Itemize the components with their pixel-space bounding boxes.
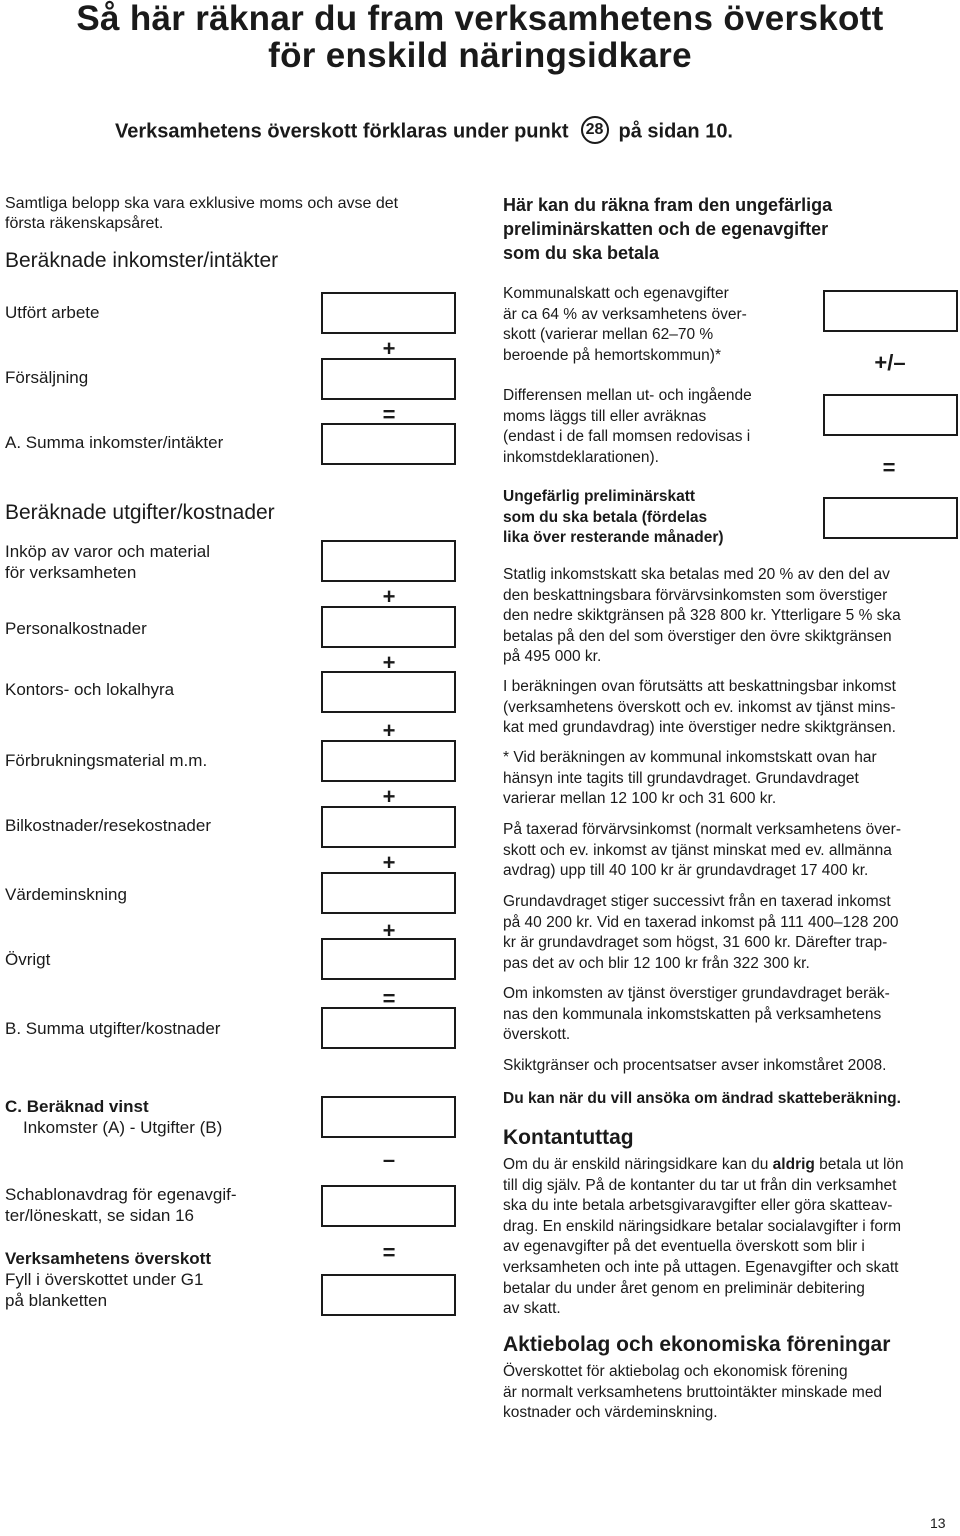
basic-deduction-paragraph: På taxerad förvärvsinkomst (normalt verksamhetens över- skott och ev. inkomst av tjänst minskat med ev. allmänna avdrag) upp till 40 100 kr är grundavdraget 17 400 kr. [503, 821, 901, 880]
field-supplies[interactable] [321, 740, 456, 782]
cost-item-supplies: Förbrukningsmaterial m.m. [5, 751, 208, 770]
field-car[interactable] [321, 806, 456, 848]
company-heading: Aktiebolag och ekonomiska föreningar [503, 1333, 891, 1356]
plus-sign: + [382, 650, 396, 675]
result-note: Fyll i överskottet under G1 på blanketten [5, 1270, 204, 1310]
employment-income-paragraph: Om inkomsten av tjänst överstiger grundavdraget beräk- nas den kommunala inkomstskatten på verksamhetens överskott. [503, 985, 890, 1044]
company-text: Överskottet för aktiebolag och ekonomisk förening är normalt verksamhetens bruttointäkter minskade med kostnader och värdeminskning. [503, 1363, 883, 1422]
plus-sign: + [382, 336, 396, 361]
field-staff[interactable] [321, 606, 456, 648]
deduction-label: Schablonavdrag för egenavgif- ter/löneskatt, se sidan 16 [5, 1185, 237, 1225]
field-sales[interactable] [321, 358, 456, 400]
income-item-sales: Försäljning [5, 368, 89, 387]
profit-label: C. Beräknad vinst [5, 1097, 149, 1116]
equals-sign: = [382, 1240, 396, 1265]
income-item-work: Utfört arbete [5, 303, 100, 322]
field-municipal-tax[interactable] [823, 290, 958, 332]
equals-sign: = [882, 455, 896, 480]
plus-sign: + [382, 784, 396, 809]
plus-sign: + [382, 718, 396, 743]
cost-item-car: Bilkostnader/resekostnader [5, 816, 212, 835]
field-prelim-tax[interactable] [823, 497, 958, 539]
field-depreciation[interactable] [321, 872, 456, 914]
profit-formula: Inkomster (A) - Utgifter (B) [23, 1118, 223, 1137]
equals-sign: = [382, 986, 396, 1011]
costs-heading: Beräknade utgifter/kostnader [5, 501, 275, 524]
footnote-paragraph: * Vid beräkningen av kommunal inkomstskatt ovan har hänsyn inte tagits till grundavdraget. Grundavdraget varierar mellan 12 100 kr och 31 600 kr. [503, 749, 877, 808]
cost-item-goods: Inköp av varor och material för verksamheten [5, 542, 211, 582]
deduction-range-paragraph: Grundavdraget stiger successivt från en taxerad inkomst på 40 200 kr. Vid en taxerad inkomst på 111 400–128 200 kr är grundavdraget som högst, 31 600 kr. Därefter trap- pas det av och blir 12 100 kr från 322 300 kr. [503, 893, 899, 972]
field-income-total[interactable] [321, 423, 456, 465]
field-other[interactable] [321, 938, 456, 980]
field-result[interactable] [321, 1274, 456, 1316]
result-label: Verksamhetens överskott [5, 1249, 211, 1268]
cost-item-staff: Personalkostnader [5, 619, 147, 638]
circled-number-icon: 28 [581, 116, 609, 144]
income-year-note: Skiktgränser och procentsatser avser inkomståret 2008. [503, 1057, 887, 1074]
cost-item-other: Övrigt [5, 950, 51, 969]
plus-sign: + [382, 584, 396, 609]
minus-sign: – [382, 1147, 396, 1172]
plus-minus-sign: +/– [874, 350, 906, 375]
plus-sign: + [382, 850, 396, 875]
intro-text: Samtliga belopp ska vara exklusive moms och avse det första räkenskapsåret. [5, 195, 399, 232]
field-profit[interactable] [321, 1096, 456, 1138]
page-title: Så här räknar du fram verksamhetens överskott för enskild näringsidkare [76, 0, 884, 75]
subtitle: Verksamhetens överskott förklaras under punkt 28 på sidan 10. [115, 118, 733, 146]
page-number: 13 [930, 1515, 946, 1531]
equals-sign: = [382, 402, 396, 427]
cash-withdrawal-text: Om du är enskild näringsidkare kan du aldrig betala ut lön till dig själv. På de kontanter du tar ut från din verksamhet ska du inte betala arbetsgivaravgifter eller göra skatteav- drag. En enskild näringsidkare betalar socialavgifter i form av egenavgifter på det eventuella överskott som blir i verksamheten och inte på uttagen. Egenavgifter och skatt betalar du under året genom en preliminär debitering av skatt. [503, 1156, 904, 1318]
cost-item-depreciation: Värdeminskning [5, 885, 127, 904]
income-total-label: A. Summa inkomster/intäkter [5, 433, 224, 452]
field-work[interactable] [321, 292, 456, 334]
field-goods[interactable] [321, 540, 456, 582]
field-vat[interactable] [823, 394, 958, 436]
field-deduction[interactable] [321, 1185, 456, 1227]
state-tax-paragraph: Statlig inkomstskatt ska betalas med 20 % av den del av den beskattningsbara förvärvsinkomsten som överstiger den nedre skiktgränsen på 328 800 kr. Ytterligare 5 % ska betalas på den del som överstiger den övre skiktgränsen på 495 000 kr. [503, 566, 901, 666]
cost-item-rent: Kontors- och lokalhyra [5, 680, 175, 699]
field-cost-total[interactable] [321, 1007, 456, 1049]
assumption-paragraph: I beräkningen ovan förutsätts att beskattningsbar inkomst (verksamhetens överskott och ev. inkomst av tjänst mins- kat med grundavdrag) inte överstiger nedre skiktgränsen. [503, 678, 896, 737]
right-heading: Här kan du räkna fram den ungefärliga preliminärskatten och de egenavgifter som du ska betala [503, 195, 833, 263]
cost-total-label: B. Summa utgifter/kostnader [5, 1019, 221, 1038]
vat-text: Differensen mellan ut- och ingående moms läggs till eller avräknas (endast i de fall momsen redovisas i inkomstdeklarationen). [503, 387, 752, 466]
prelim-tax-label: Ungefärlig preliminärskatt som du ska betala (fördelas lika över resterande månader) [503, 488, 724, 547]
change-tax-note: Du kan när du vill ansöka om ändrad skatteberäkning. [503, 1090, 901, 1107]
field-rent[interactable] [321, 671, 456, 713]
municipal-tax-text: Kommunalskatt och egenavgifter är ca 64 % av verksamhetens över- skott (varierar mellan 62–70 % beroende på hemortskommun)* [503, 285, 747, 364]
cash-withdrawal-heading: Kontantuttag [503, 1126, 634, 1149]
income-heading: Beräknade inkomster/intäkter [5, 249, 279, 272]
plus-sign: + [382, 918, 396, 943]
